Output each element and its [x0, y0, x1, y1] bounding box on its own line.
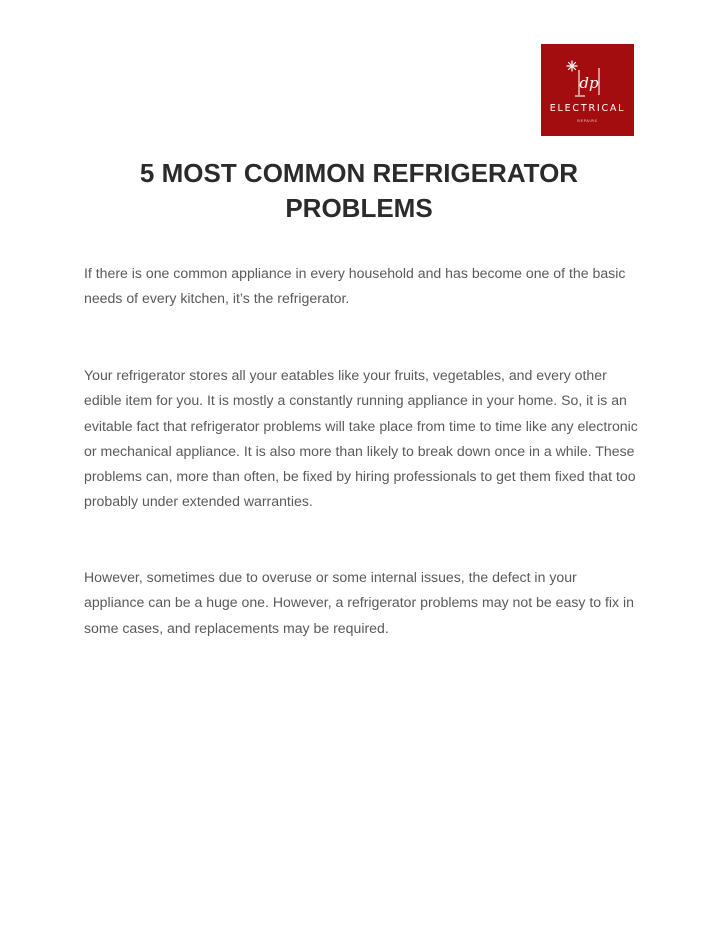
sparkle-icon — [567, 61, 577, 71]
monogram-text: dp — [579, 74, 599, 92]
logo-subtext: REPAIRS — [577, 119, 598, 123]
logo-wordmark: ELECTRICAL — [549, 103, 626, 114]
paragraph-intro: If there is one common appliance in every household and has become one of the basic needs of every kitchen, it’s the refrigerator. — [84, 265, 626, 307]
company-logo — [541, 44, 634, 136]
dp-monogram-graphic — [541, 44, 634, 104]
paragraph-overview: Your refrigerator stores all your eatables like your fruits, vegetables, and every other edible item for you. It is mostly a constantly running appliance in your home. So, it is an evitable fact that refrigerator problems will take place from time to time like any electronic or mechanical appliance. It is also more than likely to break down once in a while. These problems can, more than often, be fixed by hiring professionals to get them fixed that too probably under extended warranties. — [84, 367, 638, 510]
paragraph-replacement: However, sometimes due to overuse or some internal issues, the defect in your appliance can be a huge one. However, a refrigerator problems may not be easy to fix in some cases, and replacements may be required. — [84, 569, 634, 636]
document-title: 5 MOST COMMON REFRIGERATOR PROBLEMS — [139, 158, 579, 223]
